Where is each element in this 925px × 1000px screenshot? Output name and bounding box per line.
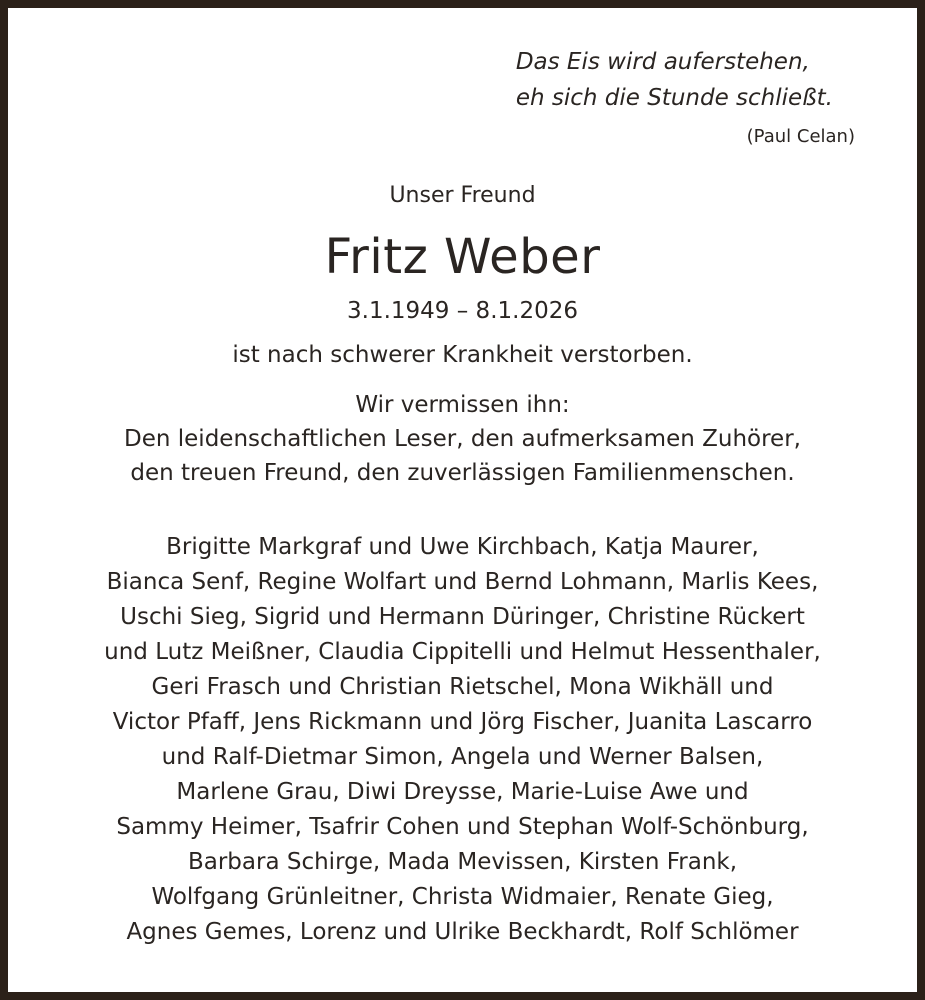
tribute-line: den treuen Freund, den zuverlässigen Familienmenschen.	[130, 460, 795, 486]
mourners-list	[0, 530, 925, 950]
deceased-name: Fritz Weber	[324, 229, 601, 285]
mourners-line: Uschi Sieg, Sigrid und Hermann Düringer, Christine Rückert	[120, 604, 805, 630]
motto-attribution: (Paul Celan)	[746, 126, 855, 147]
mourners-line: und Lutz Meißner, Claudia Cippitelli und Helmut Hessenthaler,	[104, 639, 821, 665]
tribute-line: Wir vermissen ihn:	[355, 392, 570, 418]
mourners-line: Brigitte Markgraf und Uwe Kirchbach, Katja Maurer,	[166, 534, 759, 560]
mourners-line: Barbara Schirge, Mada Mevissen, Kirsten Frank,	[187, 849, 738, 875]
motto-line: Das Eis wird auferstehen,	[515, 49, 810, 75]
life-dates: 3.1.1949 – 8.1.2026	[347, 298, 578, 324]
mourners-line: Agnes Gemes, Lorenz und Ulrike Beckhardt, Rolf Schlömer	[126, 919, 799, 945]
intro-text: Unser Freund	[389, 183, 536, 208]
mourners-line: Wolfgang Grünleitner, Christa Widmaier, Renate Gieg,	[151, 884, 774, 910]
mourners-line: Victor Pfaff, Jens Rickmann und Jörg Fischer, Juanita Lascarro	[112, 709, 813, 735]
motto-line: eh sich die Stunde schließt.	[515, 85, 833, 111]
mourners-line: Geri Frasch und Christian Rietschel, Mona Wikhäll und	[151, 674, 774, 700]
mourners-line: Sammy Heimer, Tsafrir Cohen und Stephan Wolf-Schönburg,	[116, 814, 809, 840]
mourners-line: und Ralf-Dietmar Simon, Angela und Werner Balsen,	[161, 744, 764, 770]
mourners-line: Marlene Grau, Diwi Dreysse, Marie-Luise Awe und	[176, 779, 749, 805]
tribute-text	[0, 388, 925, 490]
motto-quote	[516, 44, 833, 116]
death-message: ist nach schwerer Krankheit verstorben.	[232, 342, 693, 368]
tribute-line: Den leidenschaftlichen Leser, den aufmerksamen Zuhörer,	[124, 426, 801, 452]
mourners-line: Bianca Senf, Regine Wolfart und Bernd Lohmann, Marlis Kees,	[106, 569, 819, 595]
